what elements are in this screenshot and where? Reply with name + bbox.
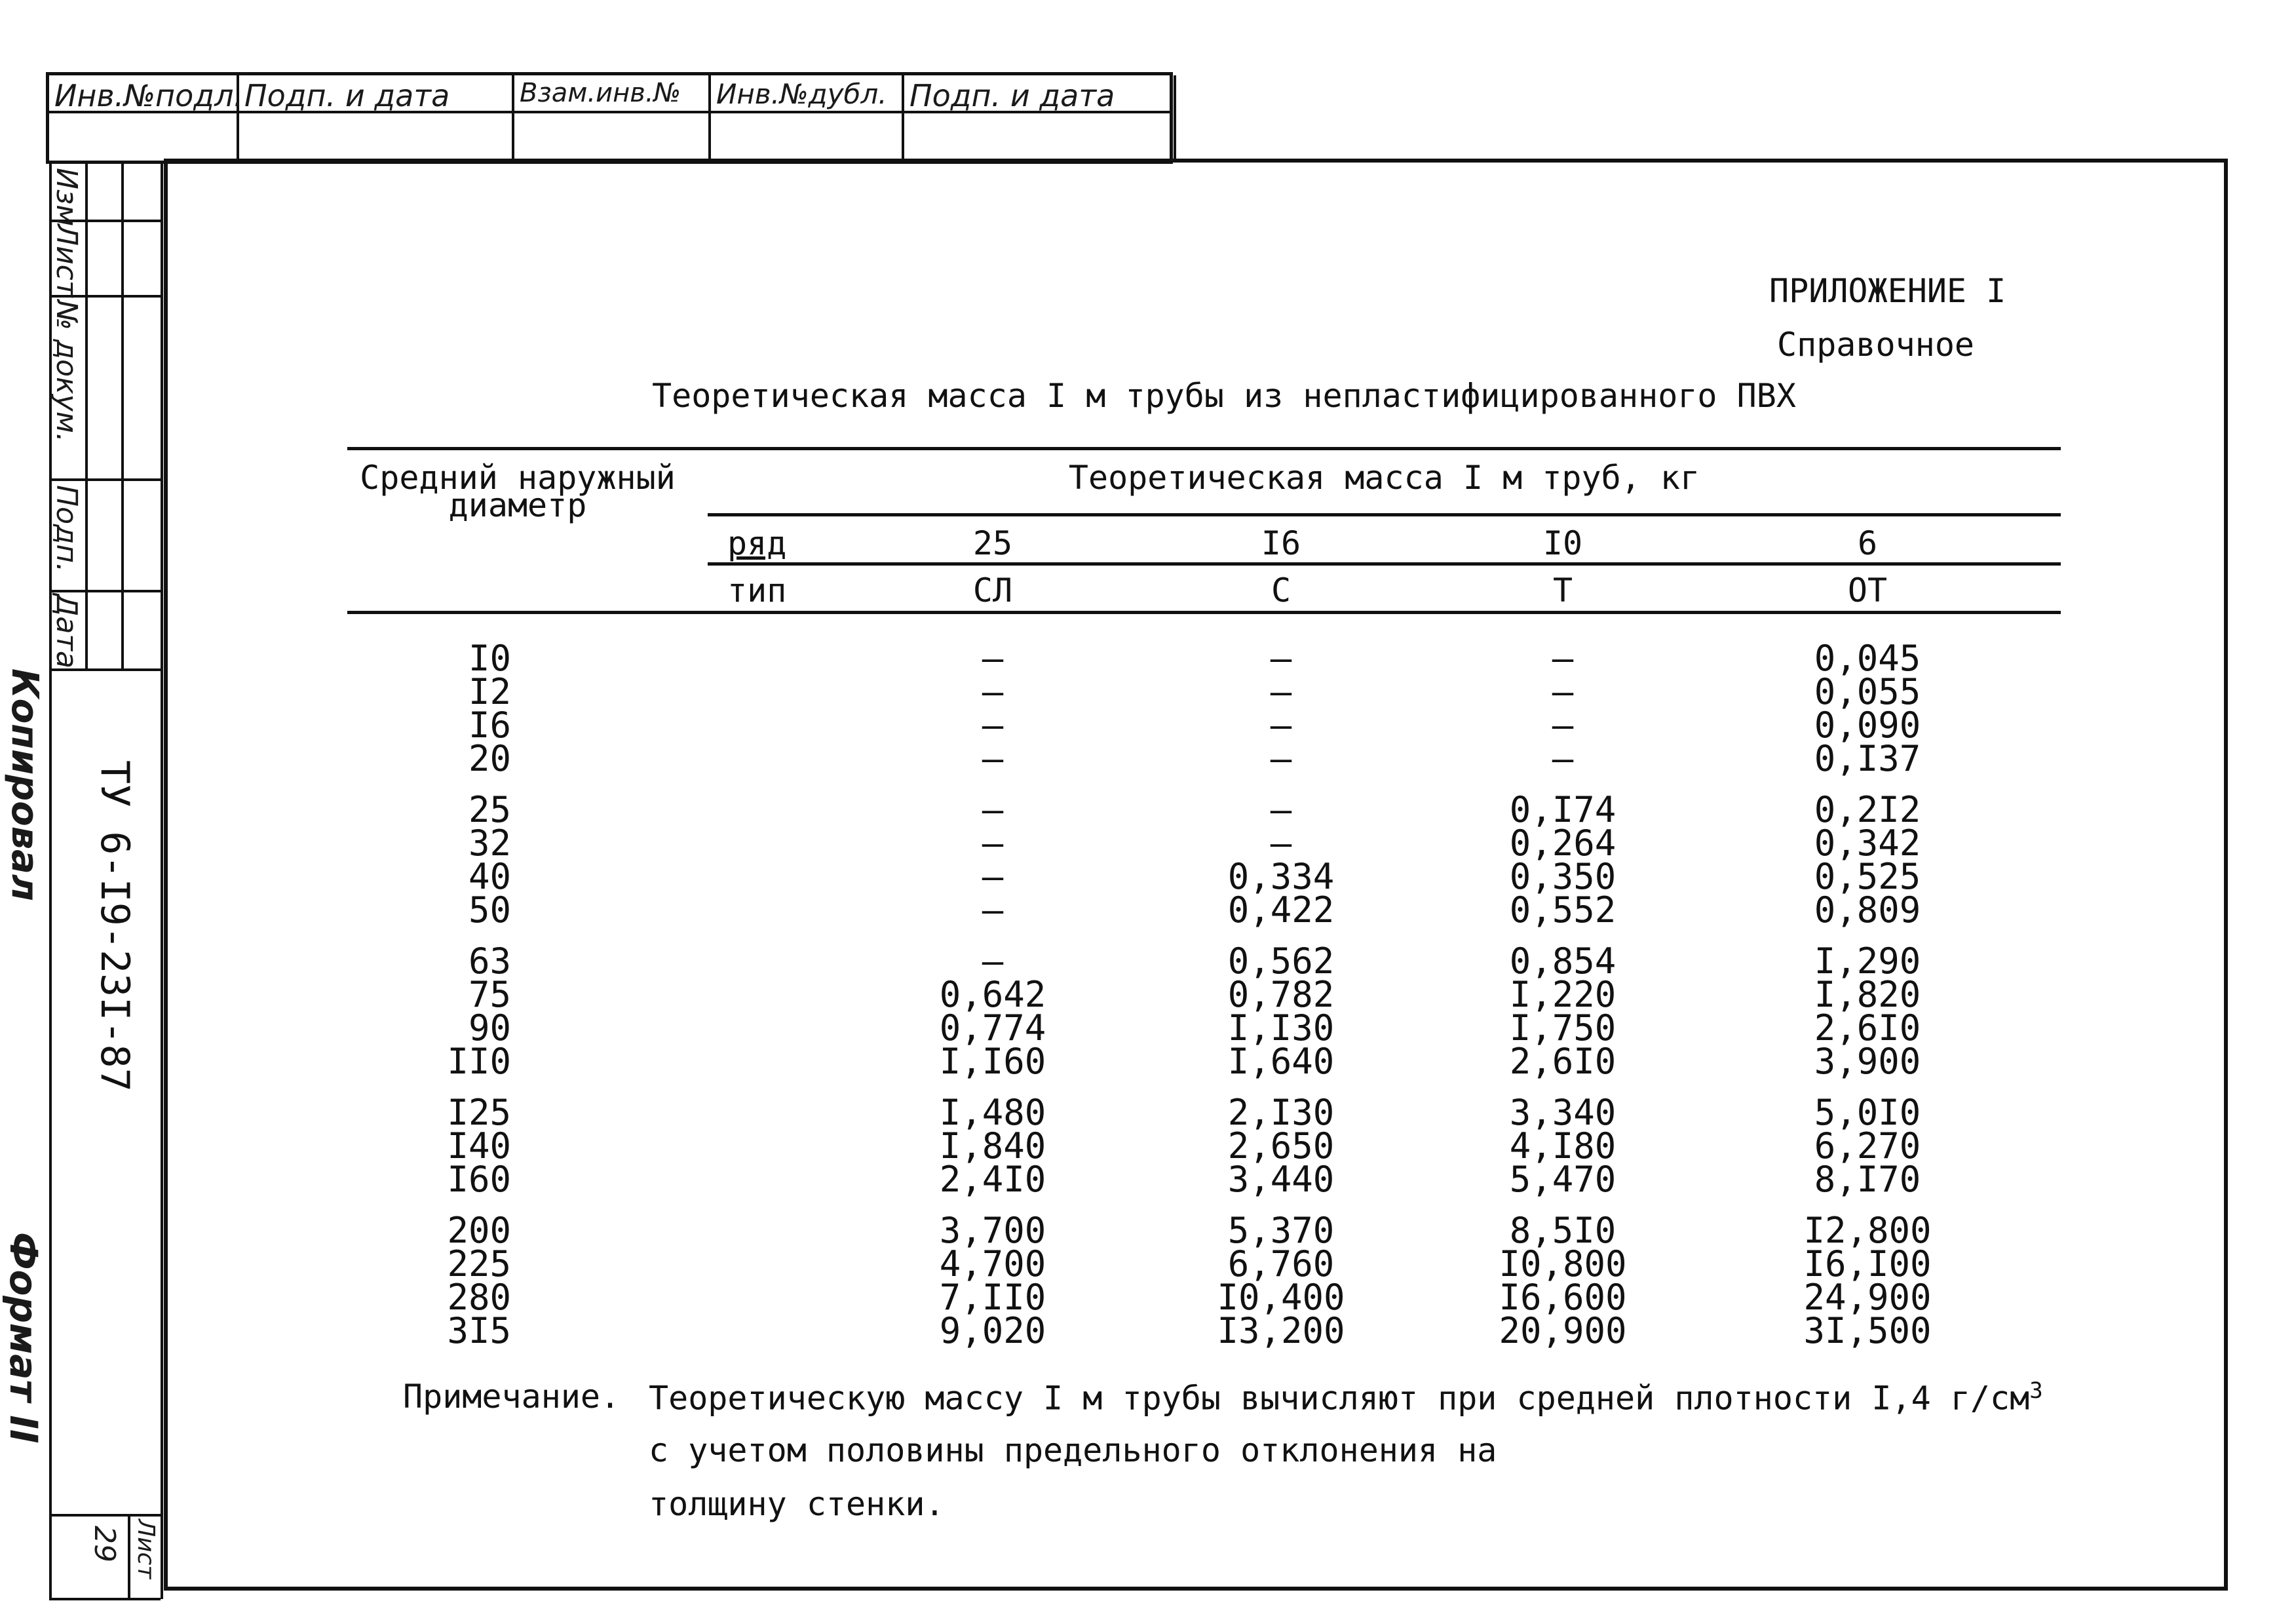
- type-row-label: тип: [727, 571, 787, 609]
- diameter-cell: 75: [468, 974, 511, 1015]
- mass-cell: 0,090: [1814, 705, 1921, 746]
- mass-cell: –: [1270, 822, 1292, 864]
- mass-cell: 0,525: [1814, 856, 1921, 897]
- mass-cell: 3I,500: [1803, 1310, 1932, 1351]
- mass-cell: 2,6I0: [1814, 1007, 1921, 1049]
- type-value: СЛ: [972, 571, 1013, 609]
- mass-cell: 9,020: [939, 1310, 1046, 1351]
- mass-cell: –: [982, 889, 1004, 931]
- mass-cell: 24,900: [1803, 1277, 1932, 1318]
- mass-cell: –: [982, 789, 1004, 830]
- mass-cell: 5,470: [1509, 1159, 1617, 1200]
- mass-cell: –: [1552, 705, 1574, 746]
- mass-cell: I6,I00: [1803, 1243, 1932, 1285]
- mass-cell: 7,II0: [939, 1277, 1046, 1318]
- diameter-cell: 280: [447, 1277, 511, 1318]
- diameter-header-line1: Средний наружный: [360, 459, 676, 497]
- diameter-cell: 90: [468, 1007, 511, 1049]
- mass-cell: 0,350: [1509, 856, 1617, 897]
- stamp-label: Инв.№подл.: [54, 78, 244, 113]
- mass-cell: 0,642: [939, 974, 1046, 1015]
- sheet-number: 29: [88, 1526, 121, 1562]
- strip-divider: [49, 1514, 161, 1517]
- diameter-cell: 225: [447, 1243, 511, 1285]
- diameter-cell: 20: [468, 738, 511, 779]
- type-value: Т: [1552, 571, 1573, 609]
- note-superscript: 3: [2029, 1378, 2043, 1404]
- strip-divider: [49, 478, 161, 481]
- mass-cell: 0,422: [1227, 889, 1335, 931]
- series-value: I0: [1542, 524, 1583, 562]
- top-stamp-table: [46, 72, 1173, 164]
- series-value: I6: [1261, 524, 1301, 562]
- note-prefix: Примечание.: [403, 1378, 621, 1416]
- copied-by-label: Копировал: [3, 668, 46, 901]
- strip-label-doc-number: № докум.: [50, 300, 83, 442]
- mass-cell: 0,055: [1814, 671, 1921, 712]
- mass-cell: 8,I70: [1814, 1159, 1921, 1200]
- mass-cell: I,480: [939, 1092, 1046, 1133]
- mass-cell: I3,200: [1217, 1310, 1345, 1351]
- diameter-cell: I60: [447, 1159, 511, 1200]
- mass-cell: I6,600: [1499, 1277, 1627, 1318]
- table-title: Теоретическая масса I м трубы из непластифицированного ПВХ: [652, 377, 1796, 415]
- strip-label-change: Изм: [50, 168, 83, 227]
- diameter-cell: I40: [447, 1125, 511, 1167]
- mass-cell: –: [1270, 671, 1292, 712]
- mass-cell: I,750: [1509, 1007, 1617, 1049]
- mass-cell: –: [982, 822, 1004, 864]
- mass-cell: 4,700: [939, 1243, 1046, 1285]
- strip-line: [85, 164, 88, 668]
- stamp-cell-replace-inv: [514, 75, 711, 161]
- document-code: ТУ 6-I9-23I-87: [92, 760, 138, 1092]
- sheet-label: Лист: [132, 1519, 159, 1579]
- mass-cell: –: [982, 705, 1004, 746]
- strip-divider: [49, 1598, 161, 1600]
- strip-label-sheet: Лист: [50, 224, 83, 298]
- mass-cell: I2,800: [1803, 1210, 1932, 1251]
- table-header-bottom-rule: [347, 611, 2061, 614]
- mass-cell: 2,I30: [1227, 1092, 1335, 1133]
- mass-cell: –: [982, 671, 1004, 712]
- mass-cell: I,820: [1814, 974, 1921, 1015]
- stamp-label: Подп. и дата: [244, 78, 450, 113]
- stamp-cell-inv-original: [49, 75, 244, 161]
- mass-cell: 2,650: [1227, 1125, 1335, 1167]
- mass-cell: 0,809: [1814, 889, 1921, 931]
- mass-cell: –: [1270, 705, 1292, 746]
- mass-cell: –: [1552, 738, 1574, 779]
- strip-label-date: Дата: [50, 594, 83, 668]
- stamp-cell-sign-date: [239, 75, 514, 161]
- mass-column-header: Теоретическая масса I м труб, кг: [1068, 459, 1700, 497]
- mass-cell: 0,264: [1509, 822, 1617, 864]
- mass-cell: –: [982, 638, 1004, 679]
- left-stamp-strip: [49, 164, 167, 1602]
- stamp-label: Подп. и дата: [909, 78, 1115, 113]
- mass-cell: –: [1270, 738, 1292, 779]
- mass-cell: 8,5I0: [1509, 1210, 1617, 1251]
- mass-cell: 5,370: [1227, 1210, 1335, 1251]
- mass-cell: I,640: [1227, 1041, 1335, 1082]
- diameter-cell: 63: [468, 940, 511, 982]
- mass-cell: 0,774: [939, 1007, 1046, 1049]
- mass-cell: 4,I80: [1509, 1125, 1617, 1167]
- mass-cell: 2,6I0: [1509, 1041, 1617, 1082]
- mass-cell: 0,I74: [1509, 789, 1617, 830]
- strip-line: [161, 164, 163, 1599]
- note-line1-text: Теоретическую массу I м трубы вычисляют при средней плотности I,4 г/см: [649, 1379, 2030, 1418]
- mass-cell: I,220: [1509, 974, 1617, 1015]
- diameter-cell: 200: [447, 1210, 511, 1251]
- mass-cell: I0,800: [1499, 1243, 1627, 1285]
- mass-cell: 5,0I0: [1814, 1092, 1921, 1133]
- mass-cell: 3,900: [1814, 1041, 1921, 1082]
- mass-cell: 20,900: [1499, 1310, 1627, 1351]
- mass-cell: –: [1552, 638, 1574, 679]
- mass-cell: I,I60: [939, 1041, 1046, 1082]
- mass-cell: 0,I37: [1814, 738, 1921, 779]
- series-value: 25: [972, 524, 1013, 562]
- mass-cell: I0,400: [1217, 1277, 1345, 1318]
- format-label: Формат II: [1, 1232, 46, 1444]
- diameter-header-line2: диаметр: [448, 486, 587, 524]
- strip-divider: [49, 668, 161, 671]
- table-series-rule: [708, 562, 2061, 566]
- strip-line: [128, 1514, 130, 1599]
- strip-line: [121, 164, 124, 668]
- reference-label: Справочное: [1777, 326, 1975, 364]
- table-top-rule: [347, 447, 2061, 450]
- mass-cell: 0,562: [1227, 940, 1335, 982]
- mass-cell: 3,700: [939, 1210, 1046, 1251]
- mass-cell: 0,045: [1814, 638, 1921, 679]
- mass-cell: 0,2I2: [1814, 789, 1921, 830]
- mass-cell: I,840: [939, 1125, 1046, 1167]
- type-value: С: [1271, 571, 1292, 609]
- diameter-column-header: [347, 460, 688, 523]
- mass-cell: 3,440: [1227, 1159, 1335, 1200]
- note-line2: с учетом половины предельного отклонения на: [649, 1431, 1497, 1469]
- diameter-cell: 40: [468, 856, 511, 897]
- type-value: ОТ: [1847, 571, 1888, 609]
- diameter-cell: I0: [468, 638, 511, 679]
- mass-cell: –: [982, 738, 1004, 779]
- diameter-cell: I6: [468, 705, 511, 746]
- series-value: 6: [1857, 524, 1878, 562]
- diameter-cell: 50: [468, 889, 511, 931]
- table-mass-rule: [708, 513, 2061, 516]
- mass-cell: –: [1270, 789, 1292, 830]
- diameter-cell: 32: [468, 822, 511, 864]
- note-line3: толщину стенки.: [649, 1485, 945, 1523]
- mass-cell: I,I30: [1227, 1007, 1335, 1049]
- mass-cell: 0,854: [1509, 940, 1617, 982]
- stamp-divider: [49, 111, 1170, 113]
- stamp-cell-inv-duplicate: [711, 75, 904, 161]
- mass-cell: 6,760: [1227, 1243, 1335, 1285]
- strip-divider: [49, 590, 161, 592]
- series-row-label: ряд: [727, 524, 787, 562]
- mass-cell: 2,4I0: [939, 1159, 1046, 1200]
- stamp-cell-sign-date-2: [904, 75, 1176, 161]
- mass-cell: 0,782: [1227, 974, 1335, 1015]
- diameter-cell: 25: [468, 789, 511, 830]
- mass-cell: –: [982, 856, 1004, 897]
- diameter-cell: I2: [468, 671, 511, 712]
- diameter-cell: 3I5: [447, 1310, 511, 1351]
- strip-label-signature: Подп.: [50, 485, 83, 573]
- stamp-label: Инв.№дубл.: [716, 78, 887, 110]
- diameter-cell: II0: [447, 1041, 511, 1082]
- mass-cell: 0,342: [1814, 822, 1921, 864]
- diameter-cell: I25: [447, 1092, 511, 1133]
- mass-cell: 0,334: [1227, 856, 1335, 897]
- mass-cell: 3,340: [1509, 1092, 1617, 1133]
- appendix-label: ПРИЛОЖЕНИЕ I: [1769, 272, 2006, 310]
- mass-cell: I,290: [1814, 940, 1921, 982]
- mass-cell: 6,270: [1814, 1125, 1921, 1167]
- mass-cell: –: [982, 940, 1004, 982]
- stamp-label: Взам.инв.№: [520, 78, 681, 108]
- note-line1: [649, 1378, 2043, 1418]
- mass-cell: –: [1270, 638, 1292, 679]
- mass-cell: 0,552: [1509, 889, 1617, 931]
- mass-cell: –: [1552, 671, 1574, 712]
